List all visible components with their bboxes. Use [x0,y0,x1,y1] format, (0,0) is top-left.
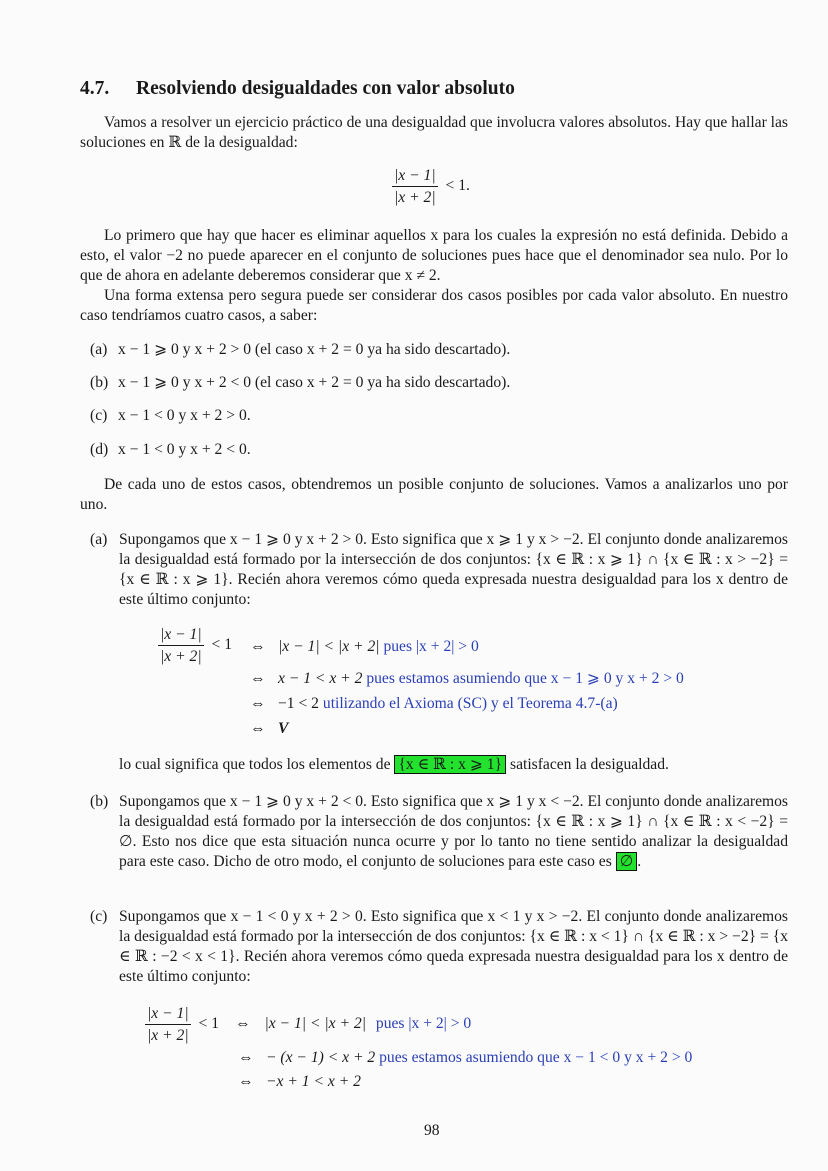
analysis-c-frac [145,1004,191,1045]
step-note: pues |x + 2| > 0 [383,638,479,655]
iff-symbol: ⇔ [250,670,266,687]
analysis-a-conclusion [119,755,669,775]
iff-symbol: ⇔ [234,1015,251,1033]
case-text: x − 1 ⩾ 0 y x + 2 < 0 (el caso x + 2 = 0 ya ha sido descartado). [118,374,511,391]
step-expression: x − 1 < x + 2 [278,670,363,687]
iff-symbol: ⇔ [250,695,266,712]
step-expression: |x − 1| < |x + 2| [264,1015,366,1033]
paragraph-domain: Lo primero que hay que hacer es eliminar aquellos x para los cuales la expresión no está definida. Debido a esto, el valor −2 no puede aparecer en el conjunto de soluciones pues hace que el denominador sea nulo. Por lo que de ahora en adelante deberemos considerar que x ≠ 2. [80,227,788,284]
main-fraction [392,166,438,207]
analysis-c-text: Supongamos que x − 1 < 0 y x + 2 > 0. Esto significa que x < 1 y x > −2. El conjunto donde analizaremos la desigualdad está formado por la intersección de dos conjuntos: {x ∈ ℝ : x < 1} ∩ {x ∈ ℝ : x > −2} = {x ∈ ℝ : −2 < x < 1}. Recién ahora veremos cómo queda expresada nuestra desigualdad para los x dentro de este último conjunto: [119,908,789,985]
main-inequality [392,166,470,207]
step-expression: |x − 1| < |x + 2| [278,638,380,655]
case-label: (a) [90,341,108,358]
case-text: x − 1 ⩾ 0 y x + 2 > 0 (el caso x + 2 = 0 ya ha sido descartado). [118,341,511,358]
analysis-a-text: Supongamos que x − 1 ⩾ 0 y x + 2 > 0. Esto significa que x ⩾ 1 y x > −2. El conjunto donde analizaremos la desigualdad está formado por la intersección de dos conjuntos: {x ∈ ℝ : x ⩾ 1} ∩ {x ∈ ℝ : x > −2} = {x ∈ ℝ : x ⩾ 1}. Recién ahora veremos cómo queda expresada nuestra desigualdad para los x dentro de este último conjunto: [119,531,788,608]
analysis-c-fraction [145,1004,471,1045]
analysis-c-step-3 [238,1072,361,1092]
main-fraction-numerator: |x − 1| [392,166,438,187]
case-item-a [90,340,510,360]
analysis-b-label: (b) [90,793,109,810]
empty-set-highlight: ∅ [616,852,638,871]
analysis-c-label: (c) [90,908,108,925]
conclusion-pre: lo cual significa que todos los elementos de [119,756,391,773]
case-label: (b) [90,374,109,391]
paragraph-each-case: De cada uno de estos casos, obtendremos un posible conjunto de soluciones. Vamos a analizarlos uno por uno. [80,476,788,513]
analysis-a-frac-denominator: |x + 2| [160,648,202,665]
case-item-c [90,406,251,426]
analysis-a-step-4 [250,719,288,739]
analysis-a-frac [158,625,204,666]
case-item-d [90,440,251,460]
solution-set-highlight: {x ∈ ℝ : x ⩾ 1} [394,755,506,774]
case-text: x − 1 < 0 y x + 2 < 0. [118,441,251,458]
analysis-a-step-3 [250,694,618,714]
case-label: (d) [90,441,109,458]
case-item-b [90,373,510,393]
analysis-a-frac-rhs: < 1 [211,636,233,654]
analysis-b-body: Supongamos que x − 1 ⩾ 0 y x + 2 < 0. Esto significa que x ⩾ 1 y x < −2. El conjunto donde analizaremos la desigualdad está formado por la intersección de dos conjuntos: {x ∈ ℝ : x ⩾ 1} ∩ {x ∈ ℝ : x < −2} = ∅. Esto nos dice que esta situación nunca ocurre y por lo tanto no tiene sentido analizar la desigualdad para este caso. Dicho de otro modo, el conjunto de soluciones para este caso es [119,793,788,870]
analysis-c-frac-denominator: |x + 2| [147,1027,189,1044]
analysis-c-step-2 [238,1048,692,1068]
page-number: 98 [424,1122,440,1139]
case-label: (c) [90,407,108,424]
iff-symbol: ⇔ [238,1073,254,1090]
main-inequality-rhs: < 1. [445,177,470,195]
intro-paragraph: Vamos a resolver un ejercicio práctico de una desigualdad que involucra valores absolutos. Hay que hallar las soluciones en ℝ de la desigualdad: [80,114,788,151]
analysis-c-frac-numerator: |x − 1| [145,1004,191,1025]
analysis-c-frac-rhs: < 1 [198,1015,220,1033]
step-expression: − (x − 1) < x + 2 [266,1049,376,1066]
analysis-a-step-1 [250,637,479,657]
paragraph-cases-intro: Una forma extensa pero segura puede ser considerar dos casos posibles por cada valor absoluto. En nuestro caso tendríamos cuatro casos, a saber: [80,287,788,324]
iff-symbol: ⇔ [250,638,266,655]
analysis-a-step-2 [250,669,684,689]
step-expression: −1 < 2 [278,695,319,712]
analysis-b-end: . [637,853,642,870]
case-text: x − 1 < 0 y x + 2 > 0. [118,407,251,424]
step-note: utilizando el Axioma (SC) y el Teorema 4.7-(a) [322,695,618,712]
step-note: pues |x + 2| > 0 [375,1015,472,1033]
iff-symbol: ⇔ [250,720,266,737]
analysis-a-label: (a) [90,531,108,548]
section-heading [80,77,515,101]
section-title: Resolviendo desigualdades con valor absoluto [136,78,515,99]
step-expression: V [278,720,289,737]
iff-symbol: ⇔ [238,1049,254,1066]
step-note: pues estamos asumiendo que x − 1 < 0 y x + 2 > 0 [379,1049,693,1066]
main-fraction-denominator: |x + 2| [394,189,436,206]
analysis-a-fraction [158,625,232,666]
analysis-b-text [119,792,788,872]
step-note: pues estamos asumiendo que x − 1 ⩾ 0 y x + 2 > 0 [366,670,684,687]
conclusion-post: satisfacen la desigualdad. [510,756,669,773]
section-number: 4.7. [80,78,110,99]
analysis-a-frac-numerator: |x − 1| [158,625,204,646]
step-expression: −x + 1 < x + 2 [266,1073,361,1090]
